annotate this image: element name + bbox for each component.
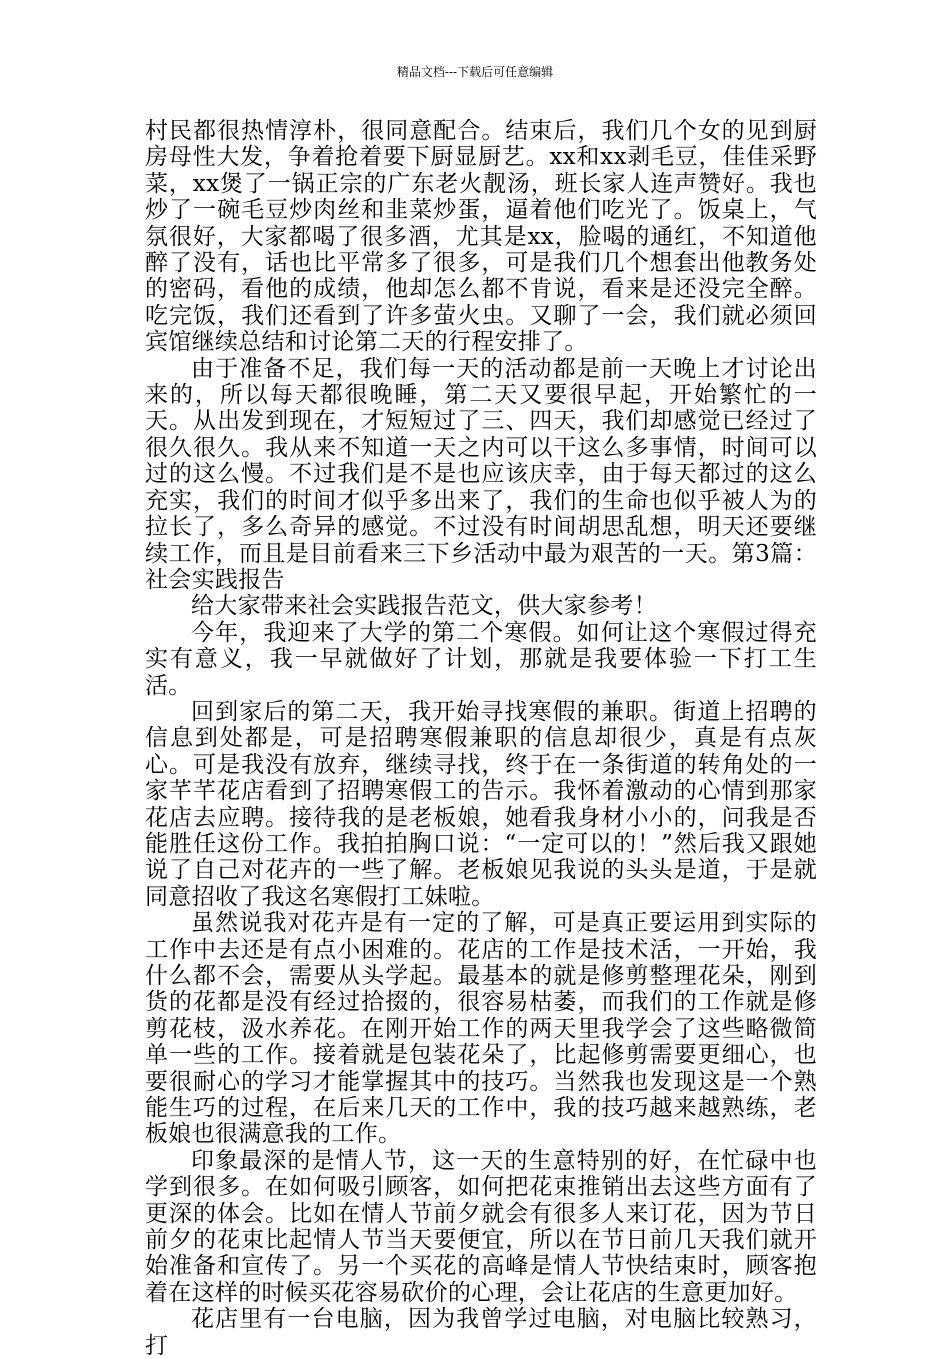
page-header: 精品文档---下载后可任意编辑 (396, 65, 554, 79)
paragraph: 由于准备不足，我们每一天的活动都是前一天晚上才讨论出来的，所以每天都很晚睡，第二天又要很早起，开始繁忙的一天。从出发到现在，才短短过了三、四天，我们却感觉已经过了很久很久。我从来不知道一天之内可以干这么多事情，时间可以过的这么慢。不过我们是不是也应该庆幸，由于每天都过的这么充实，我们的时间才似乎多出来了，我们的生命也似乎被人为的拉长了，多么奇异的感觉。不过没有时间胡思乱想，明天还要继续工作，而且是目前看来三下乡活动中最为艰苦的一天。第3篇：社会实践报告 (145, 355, 817, 593)
paragraph: 村民都很热情淳朴，很同意配合。结束后，我们几个女的见到厨房母性大发，争着抢着要下厨显厨艺。xx和xx剥毛豆，佳佳采野菜，xx煲了一锅正宗的广东老火靓汤，班长家人连声赞好。我也炒了一碗毛豆炒肉丝和韭菜炒蛋，逼着他们吃光了。饭桌上，气氛很好，大家都喝了很多酒，尤其是xx，脸喝的通红，不知道他醉了没有，话也比平常多了很多，可是我们几个想套出他教务处的密码，看他的成绩，他却怎么都不肯说，看来是还没完全醉。吃完饭，我们还看到了许多萤火虫。又聊了一会，我们就必须回宾馆继续总结和讨论第二天的行程安排了。 (145, 118, 817, 356)
document-body (145, 118, 817, 1359)
paragraph: 花店里有一台电脑，因为我曾学过电脑，对电脑比较熟习，打 (145, 1306, 817, 1359)
paragraph: 虽然说我对花卉是有一定的了解，可是真正要运用到实际的工作中去还是有点小困难的。花店的工作是技术活，一开始，我什么都不会，需要从头学起。最基本的就是修剪整理花朵，刚到货的花都是没有经过拾掇的，很容易枯萎，而我们的工作就是修剪花枝，汲水养花。在刚开始工作的两天里我学会了这些略微简单一些的工作。接着就是包装花朵了，比起修剪需要更细心，也要很耐心的学习才能掌握其中的技巧。当然我也发现这是一个熟能生巧的过程，在后来几天的工作中，我的技巧越来越熟练，老板娘也很满意我的工作。 (145, 910, 817, 1148)
paragraph: 印象最深的是情人节，这一天的生意特别的好，在忙碌中也学到很多。在如何吸引顾客，如何把花束推销出去这些方面有了更深的体会。比如在情人节前夕就会有很多人来订花，因为节日前夕的花束比起情人节当天要便宜，所以在节日前几天我们就开始准备和宣传了。另一个买花的高峰是情人节快结束时，顾客抱着在这样的时候买花容易砍价的心理，会让花店的生意更加好。 (145, 1147, 817, 1306)
paragraph: 给大家带来社会实践报告范文，供大家参考！ (191, 593, 657, 620)
paragraph: 今年，我迎来了大学的第二个寒假。如何让这个寒假过得充实有意义，我一早就做好了计划，那就是我要体验一下打工生活。 (145, 619, 817, 699)
paragraph: 回到家后的第二天，我开始寻找寒假的兼职。街道上招聘的信息到处都是，可是招聘寒假兼职的信息却很少，真是有点灰心。可是我没有放弃，继续寻找，终于在一条街道的转角处的一家芊芊花店看到了招聘寒假工的告示。我怀着激动的心情到那家花店去应聘。接待我的是老板娘，她看我身材小小的，问我是否能胜任这份工作。我拍拍胸口说：“一定可以的！”然后我又跟她说了自己对花卉的一些了解。老板娘见我说的头头是道，于是就同意招收了我这名寒假打工妹啦。 (145, 698, 817, 910)
